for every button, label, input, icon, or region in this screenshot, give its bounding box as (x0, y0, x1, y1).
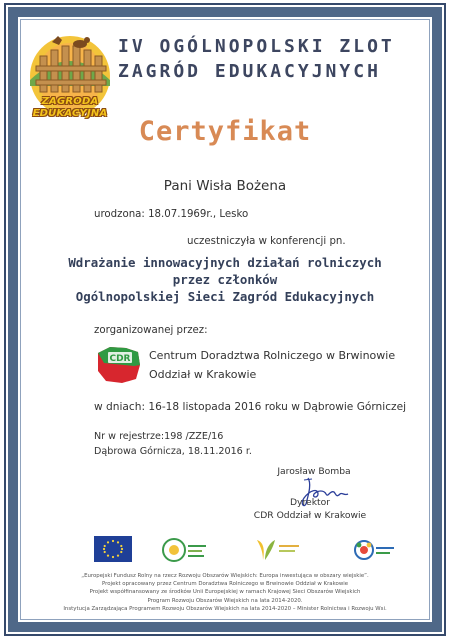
organizer-name-line2: Oddział w Krakowie (149, 368, 257, 381)
zagroda-edukacyjna-logo (24, 28, 116, 126)
footer-line2: Projekt opracowany przez Centrum Doradztwa Rolniczego w Brwinowie Oddział w Krakowie (101, 581, 349, 588)
recipient-name: Pani Wisła Bożena (163, 178, 287, 194)
conference-title-line3: Ogólnopolskiej Sieci Zagród Edukacyjnych (75, 289, 375, 304)
conference-title-line2: przez członków (172, 272, 278, 287)
logo-text-line1: ZAGRODA (41, 96, 99, 107)
conference-title (0, 254, 450, 305)
logo-text-line2: EDUKACYJNA (32, 108, 108, 119)
footer-line4: Program Rozwoju Obszarów Wiejskich na lata 2014-2020. (147, 597, 303, 604)
footer-line3: Projekt współfinansowany ze środków Unii Europejskiej w ramach Krajowej Sieci Obszarów Wiejskich (89, 589, 361, 596)
growing-plant-icon (253, 536, 301, 564)
event-title (118, 34, 428, 84)
conference-title-line1: Wdrażanie innowacyjnych działań rolniczych (68, 255, 382, 270)
rural-network-icon (160, 536, 208, 564)
signatory-name: Jarosław Bomba (277, 466, 351, 477)
flower-emblem-icon (352, 536, 396, 564)
footer-line1: „Europejski Fundusz Rolny na rzecz Rozwoju Obszarów Wiejskich: Europa inwestująca w obszary wiejskie”. (81, 573, 369, 579)
birth-info: urodzona: 18.07.1969r., Lesko (94, 209, 249, 220)
cdr-logo-text: CDR (109, 354, 131, 364)
cdr-logo (94, 343, 142, 387)
signatory-unit: CDR Oddział w Krakowie (253, 510, 367, 521)
organized-by-label: zorganizowanej przez: (94, 325, 208, 336)
place-and-date: Dąbrowa Górnicza, 18.11.2016 r. (94, 446, 252, 457)
ksow-logo (160, 536, 208, 570)
footer-line5: Instytucja Zarządzająca Programem Rozwoju Obszarów Wiejskich na lata 2014-2020 – Minister Rolnictwa i Rozwoju Wsi. (63, 605, 387, 612)
organizer-name-line1: Centrum Doradztwa Rolniczego w Brwinowie (149, 349, 396, 362)
certificate-title: Certyfikat (138, 116, 312, 147)
event-title-line1: IV OGÓLNOPOLSKI ZLOT (118, 36, 395, 57)
event-title-line2: ZAGRÓD EDUKACYJNYCH (118, 61, 381, 82)
educational-farms-network-logo (253, 536, 301, 570)
event-dates: w dniach: 16-18 listopada 2016 roku w Dąbrowie Górniczej (94, 401, 407, 413)
eu-flag-icon (94, 536, 132, 562)
registry-number: Nr w rejestrze:198 /ZZE/16 (94, 431, 224, 442)
eu-flag-logo (94, 536, 132, 570)
participation-text: uczestniczyła w konferencji pn. (187, 236, 346, 247)
prow-logo (352, 536, 396, 570)
poland-map-icon (94, 343, 142, 387)
signatory-role: Dyrektor (289, 497, 331, 508)
footer-funding-text (30, 572, 420, 613)
